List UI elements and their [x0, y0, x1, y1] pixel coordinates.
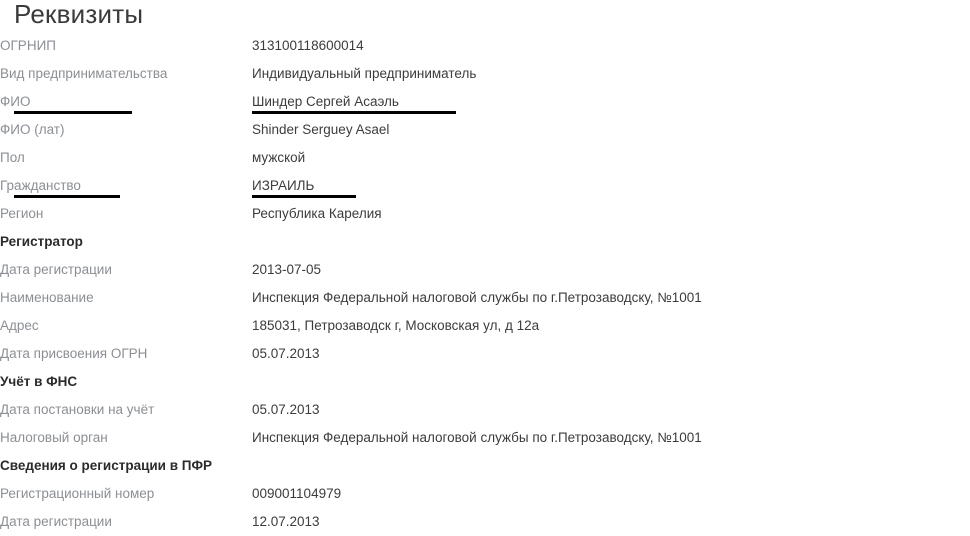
table-row [0, 340, 970, 368]
section-title: Регистратор [0, 234, 83, 249]
row-label: Дата регистрации [0, 262, 112, 277]
redaction-bar-icon [14, 111, 132, 114]
table-row [0, 144, 970, 172]
row-label-text: ФИО [0, 94, 31, 109]
row-value: 2013-07-05 [252, 262, 322, 277]
section-spacer [252, 368, 970, 396]
row-value: Инспекция Федеральной налоговой службы по г.Петрозаводску, №1001 [252, 290, 702, 305]
row-label: ОГРНИП [0, 38, 56, 53]
row-value: 009001104979 [252, 486, 342, 501]
section-title: Сведения о регистрации в ПФР [0, 458, 213, 473]
requisites-table [0, 32, 970, 536]
row-value-text: Шиндер Сергей Асаэль [252, 94, 399, 109]
row-label: Регион [0, 206, 44, 221]
row-value [252, 172, 970, 200]
row-label-text: Гражданство [0, 178, 81, 193]
table-row [0, 396, 970, 424]
row-label: ФИО (лат) [0, 122, 65, 137]
row-value: 05.07.2013 [252, 402, 320, 417]
table-row [0, 256, 970, 284]
row-value-text: ИЗРАИЛЬ [252, 178, 315, 193]
table-row [0, 88, 970, 116]
table-row [0, 508, 970, 536]
table-row [0, 32, 970, 60]
row-label [0, 88, 252, 116]
table-row [0, 60, 970, 88]
section-spacer [252, 452, 970, 480]
redaction-bar-icon [252, 111, 456, 114]
row-value: 313100118600014 [252, 38, 364, 53]
row-label: Адрес [0, 318, 39, 333]
page-title: Реквизиты [14, 0, 144, 29]
table-row [0, 312, 970, 340]
row-label: Вид предпринимательства [0, 66, 168, 81]
row-value: 12.07.2013 [252, 514, 320, 529]
table-row [0, 116, 970, 144]
row-label: Дата присвоения ОГРН [0, 346, 148, 361]
section-header-row [0, 368, 970, 396]
table-row [0, 172, 970, 200]
row-value: Shinder Serguey Asael [252, 122, 390, 137]
requisites-table-body [0, 32, 970, 536]
row-label: Пол [0, 150, 25, 165]
row-label: Наименование [0, 290, 94, 305]
row-value: 05.07.2013 [252, 346, 320, 361]
table-row [0, 424, 970, 452]
table-row [0, 200, 970, 228]
row-label: Дата постановки на учёт [0, 402, 155, 417]
section-spacer [252, 228, 970, 256]
row-value: Инспекция Федеральной налоговой службы по г.Петрозаводску, №1001 [252, 430, 702, 445]
redaction-bar-icon [252, 195, 356, 198]
row-label: Регистрационный номер [0, 486, 155, 501]
row-value: Индивидуальный предприниматель [252, 66, 477, 81]
section-title: Учёт в ФНС [0, 374, 78, 389]
row-value: Республика Карелия [252, 206, 382, 221]
row-value: мужской [252, 150, 306, 165]
row-label: Налоговый орган [0, 430, 108, 445]
row-value: 185031, Петрозаводск г, Московская ул, д 12а [252, 318, 540, 333]
row-label: Дата регистрации [0, 514, 112, 529]
redaction-bar-icon [14, 195, 120, 198]
table-row [0, 480, 970, 508]
row-value [252, 88, 970, 116]
table-row [0, 284, 970, 312]
section-header-row [0, 228, 970, 256]
section-header-row [0, 452, 970, 480]
row-label [0, 172, 252, 200]
